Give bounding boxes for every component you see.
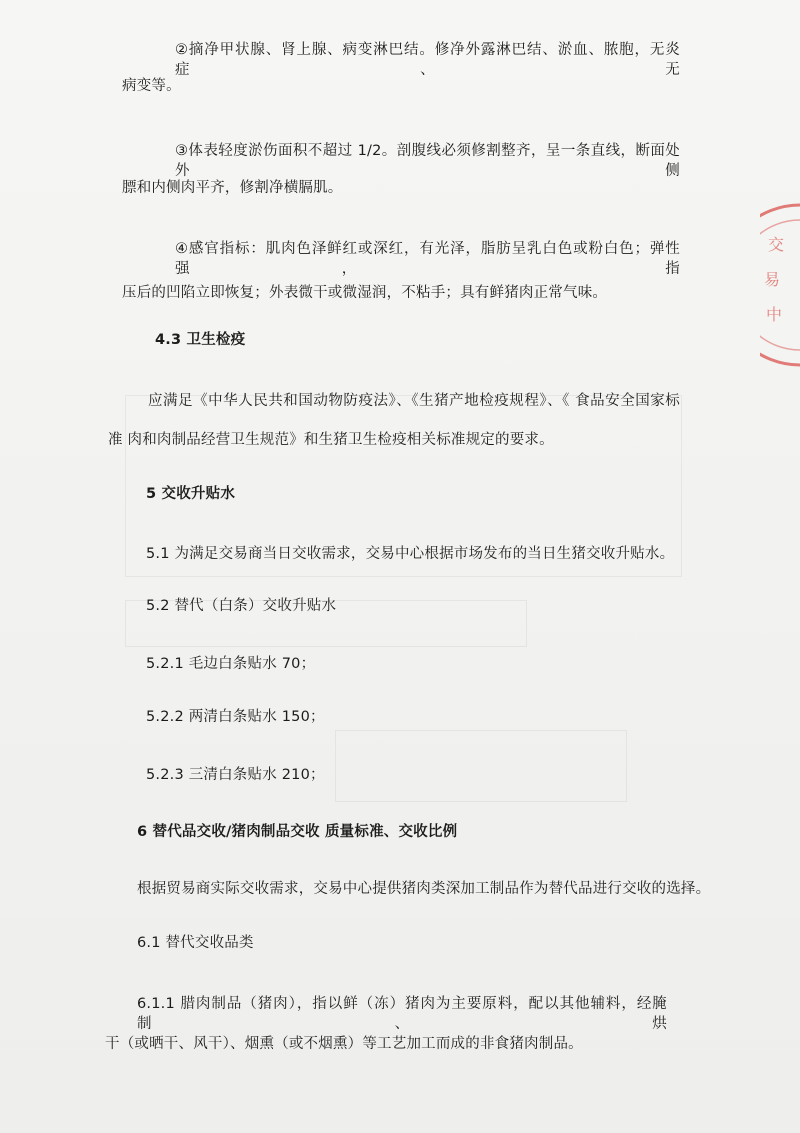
svg-text:交: 交 — [768, 235, 785, 254]
section-5-1: 5.1 为满足交易商当日交收需求，交易中心根据市场发布的当日生猪交收升贴水。 — [146, 546, 675, 562]
section-5-2-2: 5.2.2 两清白条贴水 150； — [146, 709, 325, 725]
section-6-1-1-line-1: 6.1.1 腊肉制品（猪肉），指以鲜（冻）猪肉为主要原料，配以其他辅料，经腌制、烘 — [137, 996, 667, 1032]
section-5-2-1: 5.2.1 毛边白条贴水 70； — [146, 656, 316, 672]
section-4-3-heading: 4.3 卫生检疫 — [155, 332, 246, 348]
svg-text:易: 易 — [764, 270, 781, 289]
para-3-line-2: 膘和内侧肉平齐，修割净横膈肌。 — [122, 180, 343, 196]
section-5-2: 5.2 替代（白条）交收升贴水 — [146, 598, 337, 614]
bleed-through-table — [335, 730, 627, 802]
section-5-heading: 5 交收升贴水 — [146, 486, 236, 502]
section-5-2-3: 5.2.3 三清白条贴水 210； — [146, 767, 325, 783]
para-3-line-1: ③体表轻度淤伤面积不超过 1/2。剖腹线必须修割整齐，呈一条直线，断面处外侧 — [175, 143, 680, 179]
red-seal-stamp-icon — [760, 200, 800, 370]
section-4-3-line-2: 准 肉和肉制品经营卫生规范》和生猪卫生检疫相关标准规定的要求。 — [108, 432, 554, 448]
section-6-heading: 6 替代品交收/猪肉制品交收 质量标准、交收比例 — [137, 824, 458, 840]
svg-text:中: 中 — [766, 305, 783, 324]
section-6-1-1-line-2: 干（或晒干、风干）、烟熏（或不烟熏）等工艺加工而成的非食猪肉制品。 — [105, 1036, 583, 1052]
para-2-line-2: 病变等。 — [122, 78, 181, 94]
para-4-line-2: 压后的凹陷立即恢复；外表微干或微湿润，不粘手；具有鲜猪肉正常气味。 — [122, 285, 608, 301]
section-6-1: 6.1 替代交收品类 — [137, 935, 254, 951]
section-6-intro: 根据贸易商实际交收需求，交易中心提供猪肉类深加工制品作为替代品进行交收的选择。 — [137, 881, 711, 897]
para-4-line-1: ④感官指标：肌肉色泽鲜红或深红，有光泽，脂肪呈乳白色或粉白色；弹性强， 指 — [175, 241, 680, 277]
para-2-line-1: ②摘净甲状腺、肾上腺、病变淋巴结。修净外露淋巴结、淤血、脓胞，无炎症、无 — [175, 42, 680, 78]
section-4-3-line-1: 应满足《中华人民共和国动物防疫法》、《生猪产地检疫规程》、《 食品安全国家标 — [148, 393, 680, 409]
